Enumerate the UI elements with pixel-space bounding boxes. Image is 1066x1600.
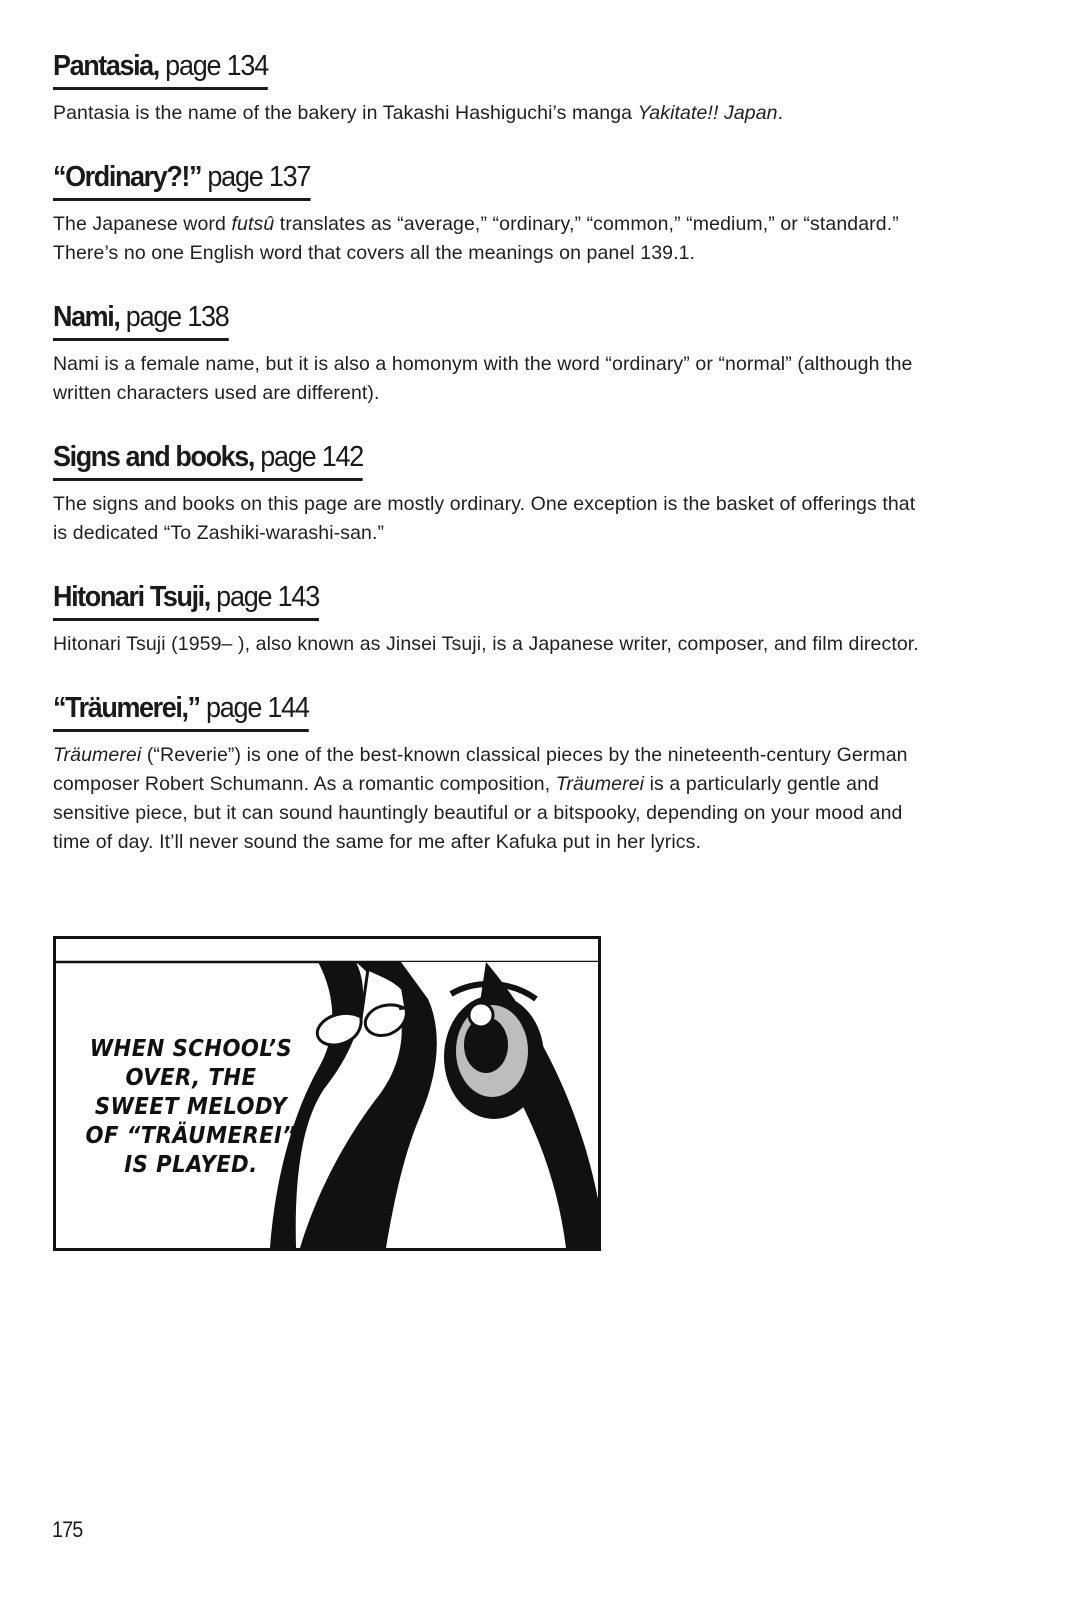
caption-line: SWEET MELODY	[94, 1094, 288, 1120]
note-title-italic: Träumerei	[53, 744, 142, 766]
note-page-ref: page 138	[125, 301, 229, 333]
note-term: Pantasia,	[53, 50, 159, 82]
note-page-ref: page 143	[216, 581, 320, 613]
note-heading	[53, 579, 319, 621]
note-term: “Träumerei,”	[53, 692, 200, 724]
note-heading	[53, 159, 310, 201]
note-entry	[53, 48, 933, 128]
note-page-ref: page 134	[165, 50, 268, 82]
note-text: (“Reverie”) is one of the best-known classical pieces by the nineteenth-century German composer Robert Schumann. As a romantic composition,	[53, 744, 908, 795]
manga-panel	[53, 936, 601, 1251]
note-term: Nami,	[53, 301, 120, 333]
note-heading	[53, 690, 309, 732]
panel-caption	[76, 1035, 306, 1180]
note-text: Nami is a female name, but it is also a homonym with the word “ordinary” or “normal” (although the written characters used are different).	[53, 353, 913, 404]
note-body	[53, 99, 933, 128]
translation-notes	[53, 48, 933, 888]
note-entry	[53, 159, 933, 268]
note-body	[53, 210, 933, 268]
note-body	[53, 350, 933, 408]
note-heading	[53, 439, 363, 481]
caption-line: OVER, THE	[125, 1065, 257, 1091]
note-entry	[53, 690, 933, 857]
note-body	[53, 490, 933, 548]
caption-line: OF “TRÄUMEREI”	[85, 1123, 297, 1149]
page-number: 175	[52, 1517, 83, 1542]
note-entry	[53, 579, 933, 659]
note-page-ref: page 142	[260, 441, 364, 473]
note-entry	[53, 439, 933, 548]
note-body	[53, 630, 933, 659]
caption-line: WHEN SCHOOL’S	[89, 1036, 293, 1062]
note-text: The signs and books on this page are mostly ordinary. One exception is the basket of offerings that is dedicated “To Zashiki-warashi-san.”	[53, 493, 916, 544]
note-term: “Ordinary?!”	[53, 161, 202, 193]
note-title-italic: futsû	[231, 213, 275, 235]
note-page-ref: page 144	[205, 692, 309, 724]
note-text: Hitonari Tsuji (1959– ), also known as Jinsei Tsuji, is a Japanese writer, composer, and film director.	[53, 633, 919, 655]
note-title-italic: Träumerei	[555, 773, 645, 795]
caption-line: IS PLAYED.	[124, 1152, 258, 1178]
note-text: The Japanese word	[53, 213, 232, 235]
note-text: .	[777, 102, 784, 124]
note-text: Pantasia is the name of the bakery in Takashi Hashiguchi’s manga	[53, 102, 638, 124]
note-body	[53, 741, 933, 857]
entries-list	[53, 48, 933, 857]
note-term: Hitonari Tsuji,	[53, 581, 210, 613]
note-title-italic: Yakitate!! Japan	[637, 102, 778, 124]
note-term: Signs and books,	[53, 441, 254, 473]
note-heading	[53, 299, 229, 341]
note-page-ref: page 137	[207, 161, 311, 193]
note-text: translates as “average,” “ordinary,” “common,” “medium,” or “standard.” There’s no one English word that covers all the meanings on panel 139.1.	[53, 213, 899, 264]
note-entry	[53, 299, 933, 408]
note-text: is a particularly gentle and sensitive piece, but it can sound hauntingly beautiful or a bitspooky, depending on your mood and time of day. It’ll never sound the same for me after Kafuka put in her lyrics.	[53, 773, 903, 853]
note-heading	[53, 48, 268, 90]
